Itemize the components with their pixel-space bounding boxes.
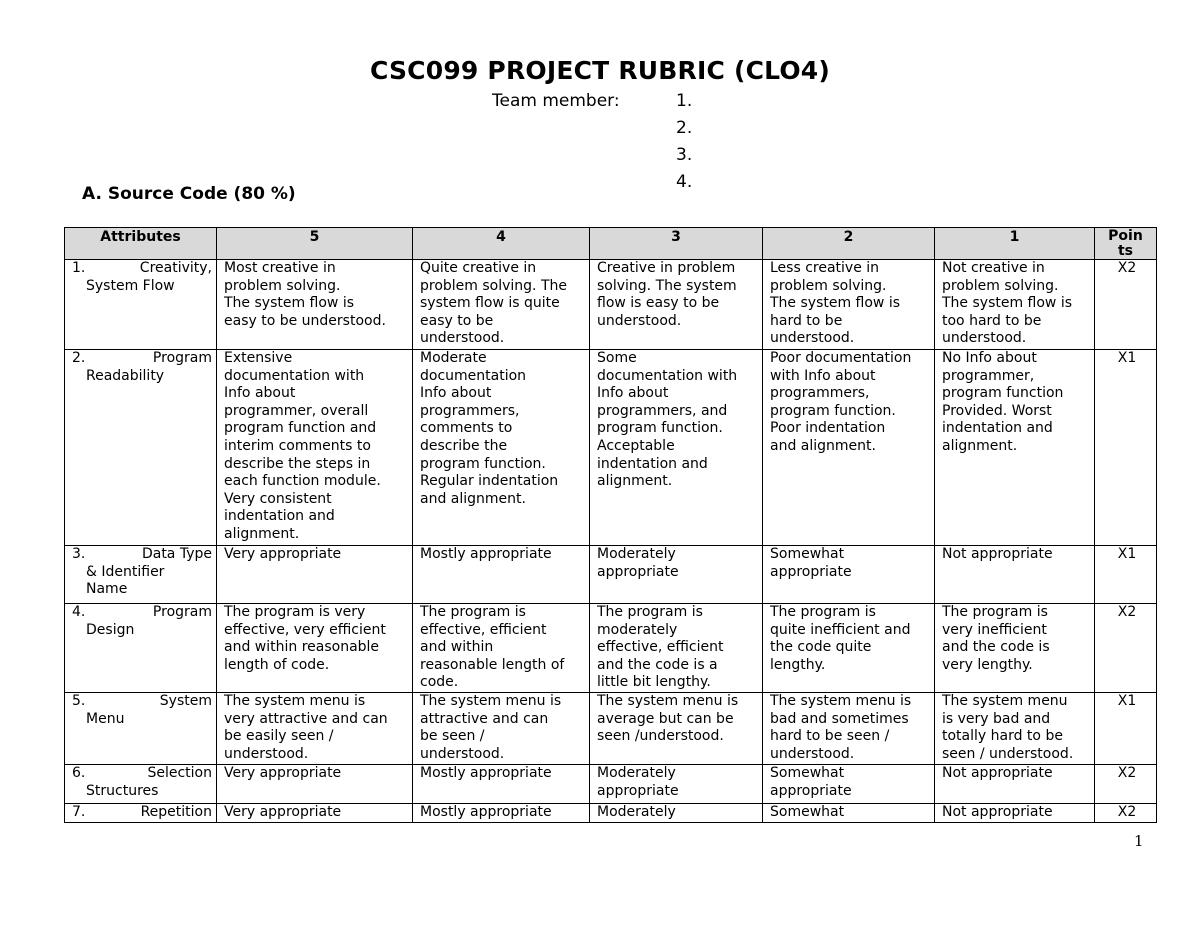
criteria-cell-3: Moderately	[590, 803, 763, 822]
criteria-cell-3: Some documentation with Info about programmers, and program function. Acceptable indentation and alignment.	[590, 350, 763, 546]
team-number-2: 2.	[676, 118, 693, 138]
criteria-cell-4: Quite creative in problem solving. The system flow is quite easy to be understood.	[413, 260, 590, 350]
criteria-cell-2: Somewhat appropriate	[763, 764, 935, 803]
header-row	[65, 228, 1157, 260]
header-points	[1095, 228, 1157, 260]
criteria-cell-2: Somewhat	[763, 803, 935, 822]
table-row	[65, 803, 1157, 822]
criteria-cell-1: The program is very inefficient and the code is very lengthy.	[935, 604, 1095, 693]
criteria-cell-1: Not appropriate	[935, 546, 1095, 604]
team-member-label: Team member:	[492, 91, 620, 111]
attribute-name-first: System	[159, 692, 212, 709]
rubric-table	[64, 227, 1157, 823]
attribute-number: 4.	[72, 604, 86, 620]
header-attributes: Attributes	[65, 228, 217, 260]
team-number-1: 1.	[676, 91, 693, 111]
criteria-cell-1: No Info about programmer, program function Provided. Worst indentation and alignment.	[935, 350, 1095, 546]
points-cell: X1	[1095, 692, 1157, 764]
criteria-cell-5: Extensive documentation with Info about programmer, overall program function and interim comments to describe the steps in each function module. Very consistent indentation and alignment.	[217, 350, 413, 546]
attribute-number: 6.	[72, 764, 86, 781]
attribute-number: 2.	[72, 350, 86, 366]
attribute-name-first: Repetition	[140, 803, 212, 820]
criteria-cell-4: The system menu is attractive and can be seen / understood.	[413, 692, 590, 764]
team-row-3	[492, 142, 716, 169]
table-row	[65, 604, 1157, 693]
attribute-cell	[65, 260, 217, 350]
criteria-cell-1: Not appropriate	[935, 764, 1095, 803]
criteria-cell-2: Somewhat appropriate	[763, 546, 935, 604]
attribute-name-first: Selection	[147, 764, 212, 781]
section-title: A. Source Code (80 %)	[82, 184, 296, 204]
document-title: CSC099 PROJECT RUBRIC (CLO4)	[369, 56, 831, 85]
table-row	[65, 764, 1157, 803]
criteria-cell-4: Mostly appropriate	[413, 764, 590, 803]
attribute-name-rest: Design	[86, 621, 135, 638]
header-score-1: 1	[935, 228, 1095, 260]
criteria-cell-5: The program is very effective, very efficient and within reasonable length of code.	[217, 604, 413, 693]
attribute-name-rest: & Identifier Name	[86, 563, 165, 598]
team-number-4: 4.	[676, 172, 693, 192]
attribute-name-first: Program	[152, 604, 212, 620]
criteria-cell-1: Not appropriate	[935, 803, 1095, 822]
attribute-name-first: Creativity,	[139, 260, 212, 276]
attribute-number: 7.	[72, 803, 86, 820]
criteria-cell-3: Moderately appropriate	[590, 546, 763, 604]
attribute-cell	[65, 546, 217, 604]
attribute-first-line	[72, 765, 212, 783]
table-row	[65, 260, 1157, 350]
attribute-first-line	[72, 546, 212, 564]
criteria-cell-3: The system menu is average but can be seen /understood.	[590, 692, 763, 764]
attribute-first-line	[72, 604, 212, 622]
criteria-cell-2: Poor documentation with Info about programmers, program function. Poor indentation and alignment.	[763, 350, 935, 546]
table-row	[65, 692, 1157, 764]
attribute-cell	[65, 803, 217, 822]
attribute-cell	[65, 604, 217, 693]
header-points-line-1: Poin	[1108, 228, 1143, 244]
criteria-cell-5: Very appropriate	[217, 764, 413, 803]
attribute-cell	[65, 764, 217, 803]
attribute-number: 5.	[72, 692, 86, 709]
attribute-number: 1.	[72, 260, 86, 276]
table-row	[65, 546, 1157, 604]
criteria-cell-4: Moderate documentation Info about programmers, comments to describe the program function. Regular indentation and alignment.	[413, 350, 590, 546]
criteria-cell-5: Most creative in problem solving. The system flow is easy to be understood.	[217, 260, 413, 350]
attribute-cell	[65, 350, 217, 546]
attribute-name-rest: Menu	[86, 710, 125, 727]
points-cell: X1	[1095, 350, 1157, 546]
attribute-cell	[65, 692, 217, 764]
attribute-first-line	[72, 693, 212, 711]
points-cell: X1	[1095, 546, 1157, 604]
team-row-4	[492, 169, 716, 196]
criteria-cell-5: The system menu is very attractive and can be easily seen / understood.	[217, 692, 413, 764]
attribute-first-line	[72, 260, 212, 278]
table-row	[65, 350, 1157, 546]
criteria-cell-3: Moderately appropriate	[590, 764, 763, 803]
team-row-1	[492, 88, 716, 115]
header-score-3: 3	[590, 228, 763, 260]
attribute-first-line	[72, 350, 212, 368]
criteria-cell-5: Very appropriate	[217, 546, 413, 604]
criteria-cell-3: Creative in problem solving. The system flow is easy to be understood.	[590, 260, 763, 350]
header-points-line-2: ts	[1117, 243, 1134, 259]
attribute-name-first: Data Type	[141, 546, 212, 562]
header-score-4: 4	[413, 228, 590, 260]
attribute-name-rest: Structures	[86, 782, 159, 799]
criteria-cell-1: Not creative in problem solving. The system flow is too hard to be understood.	[935, 260, 1095, 350]
criteria-cell-1: The system menu is very bad and totally hard to be seen / understood.	[935, 692, 1095, 764]
team-member-block	[492, 88, 716, 196]
points-cell: X2	[1095, 604, 1157, 693]
points-cell: X2	[1095, 764, 1157, 803]
criteria-cell-4: Mostly appropriate	[413, 803, 590, 822]
criteria-cell-3: The program is moderately effective, efficient and the code is a little bit lengthy.	[590, 604, 763, 693]
header-score-5: 5	[217, 228, 413, 260]
attribute-name-first: Program	[152, 350, 212, 366]
criteria-cell-5: Very appropriate	[217, 803, 413, 822]
criteria-cell-2: The system menu is bad and sometimes hard to be seen / understood.	[763, 692, 935, 764]
page-number: 1	[1134, 832, 1144, 850]
header-score-2: 2	[763, 228, 935, 260]
rubric-body	[65, 260, 1157, 823]
points-cell: X2	[1095, 803, 1157, 822]
criteria-cell-4: Mostly appropriate	[413, 546, 590, 604]
attribute-first-line	[72, 804, 212, 822]
attribute-name-rest: System Flow	[86, 277, 175, 294]
points-cell: X2	[1095, 260, 1157, 350]
attribute-number: 3.	[72, 546, 86, 562]
criteria-cell-2: The program is quite inefficient and the code quite lengthy.	[763, 604, 935, 693]
attribute-name-rest: Readability	[86, 367, 165, 384]
criteria-cell-2: Less creative in problem solving. The system flow is hard to be understood.	[763, 260, 935, 350]
team-row-2	[492, 115, 716, 142]
team-number-3: 3.	[676, 145, 693, 165]
criteria-cell-4: The program is effective, efficient and within reasonable length of code.	[413, 604, 590, 693]
